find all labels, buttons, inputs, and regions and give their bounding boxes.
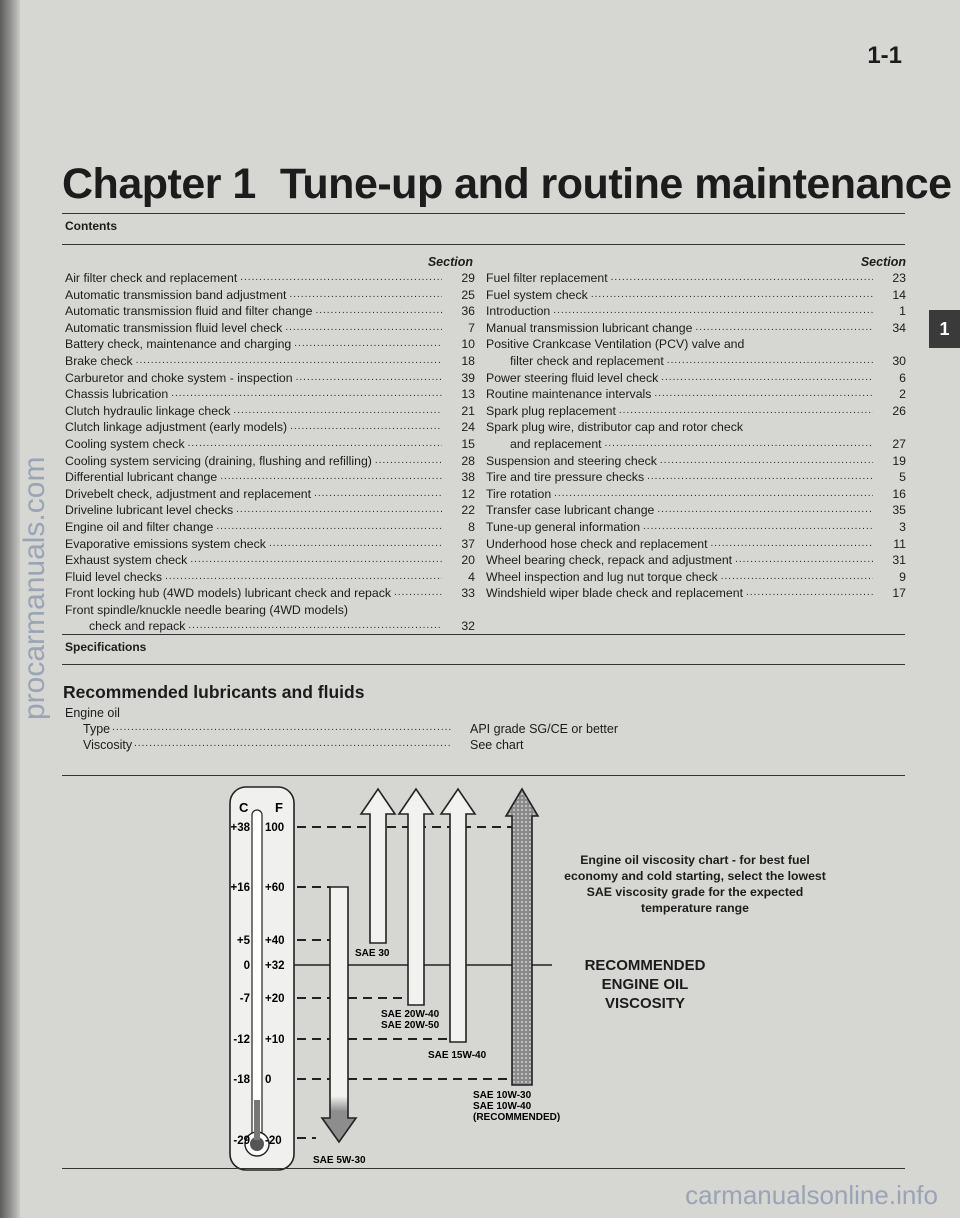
toc-entry-title: Automatic transmission fluid and filter change [65,304,313,319]
toc-entry-section: 9 [899,569,906,584]
sae30-bar [361,789,395,943]
toc-entry-section: 16 [892,486,906,501]
celsius-tick: -29 [233,1135,250,1147]
toc-entry-title: Driveline lubricant level checks [65,503,234,518]
recommended-line: ENGINE OIL [601,976,689,993]
celsius-tick: -12 [233,1034,250,1046]
toc-entry-title: and replacement [510,436,602,451]
toc-entry-title: Front spindle/knuckle needle bearing (4WD models) [65,602,348,617]
toc-entry-title: Front locking hub (4WD models) lubricant check and repack [65,586,392,601]
toc-entry-title: Evaporative emissions system check [65,536,266,551]
toc-entry-section: 28 [461,453,475,468]
recommended-line: VISCOSITY [604,995,686,1012]
toc-entry-title: Fuel system check [486,287,588,302]
sae10w-bar [506,789,538,1085]
fahrenheit-tick: +40 [265,935,285,947]
toc-entry-section: 23 [892,271,906,285]
toc-entry-section: 17 [892,586,906,601]
lubricants-heading: Recommended lubricants and fluids [63,682,365,702]
toc-entry-title: Drivebelt check, adjustment and replacement [65,486,312,501]
rule-bottom [62,1168,905,1169]
spec-value-viscosity: See chart [470,738,524,752]
toc-entry-title: Differential lubricant change [65,470,218,485]
toc-entry-section: 37 [461,536,475,551]
sae10w-label: (RECOMMENDED) [473,1112,561,1123]
toc-entry-section: 7 [468,320,475,335]
toc-entry-title: Positive Crankcase Ventilation (PCV) valve and [486,337,745,352]
toc-entry-section: 20 [461,553,475,568]
engine-oil-label: Engine oil [65,706,120,720]
chapter-name: Tune-up and routine maintenance [279,160,952,208]
toc-entry-section: 34 [892,320,906,335]
toc-entry-title: Introduction [486,304,551,319]
page-number: 1-1 [867,42,902,69]
toc-entry-section: 1 [899,304,906,319]
toc-entry-title: Cooling system check [65,436,185,451]
toc-entry-section: 5 [899,470,906,485]
section-header-right: Section [860,255,906,269]
toc-entry-section: 3 [899,519,906,534]
section-header-left: Section [427,255,473,269]
sae5w-bar [322,887,356,1142]
toc-entry-title: Battery check, maintenance and charging [65,337,292,352]
contents-heading: Contents [65,219,117,233]
sae20w-label: SAE 20W-40 [381,1009,440,1020]
celsius-tick: -18 [233,1074,250,1086]
celsius-label: C [239,800,249,815]
toc-entry-section: 2 [899,387,906,402]
celsius-tick: 0 [243,960,250,972]
toc-entry-title: Automatic transmission fluid level check [65,320,283,335]
toc-entry-title: check and repack [89,619,186,634]
toc-entry-section: 24 [461,420,475,435]
toc-entry-section: 6 [899,370,906,385]
toc-entry-section: 19 [892,453,906,468]
toc-entry-title: Fuel filter replacement [486,271,608,285]
sae10w-label: SAE 10W-40 [473,1101,532,1112]
toc-entry-title: filter check and replacement [510,353,664,368]
toc-entry-section: 39 [461,370,475,385]
specifications-heading: Specifications [65,640,147,654]
toc-entry-title: Cooling system servicing (draining, flushing and refilling) [65,453,372,468]
chapter-number: Chapter 1 [62,160,256,208]
sae5w-label: SAE 5W-30 [313,1155,366,1166]
toc-entry-title: Exhaust system check [65,553,188,568]
toc-entry-section: 10 [461,337,475,352]
thermometer-tube [252,810,262,1140]
toc-entry-title: Air filter check and replacement [65,271,238,285]
toc-entry-section: 15 [461,436,475,451]
fahrenheit-tick: +20 [265,993,285,1005]
recommended-viscosity-title [560,956,730,1013]
toc-entry-title: Suspension and steering check [486,453,657,468]
toc-entry-section: 4 [468,569,475,584]
toc-entry-title: Carburetor and choke system - inspection [65,370,293,385]
toc-entry-title: Chassis lubrication [65,387,169,402]
toc-entry-section: 32 [461,619,475,634]
toc-entry-section: 22 [461,503,475,518]
toc-entry-section: 33 [461,586,475,601]
toc-entry-section: 29 [461,271,475,285]
celsius-tick: +5 [236,935,250,947]
sae20w-bar [399,789,433,1005]
toc-entry-title: Manual transmission lubricant change [486,320,693,335]
toc-entry-section: 31 [892,553,906,568]
spec-label-type: Type [83,722,111,736]
toc-entry-section: 21 [461,403,475,418]
celsius-tick: -7 [239,993,250,1005]
spec-value-type: API grade SG/CE or better [470,722,618,736]
toc-entry-title: Spark plug replacement [486,403,616,418]
watermark-bottom: carmanualsonline.info [685,1180,938,1210]
toc-entry-section: 8 [468,519,475,534]
toc-entry-title: Engine oil and filter change [65,519,214,534]
toc-entry-section: 36 [461,304,475,319]
watermark-left-text: procarmanuals.com [18,456,51,720]
fahrenheit-tick: 100 [265,822,285,834]
sae10w-label: SAE 10W-30 [473,1090,532,1101]
fahrenheit-tick: 0 [265,1074,272,1086]
toc-entry-section: 14 [892,287,906,302]
toc-entry-title: Underhood hose check and replacement [486,536,708,551]
toc-entry-section: 35 [892,503,906,518]
sae30-label: SAE 30 [355,948,390,959]
toc-entry-title: Wheel bearing check, repack and adjustment [486,553,733,568]
sae20w-label: SAE 20W-50 [381,1020,440,1031]
toc-entry-section: 26 [892,403,906,418]
fahrenheit-tick: +60 [265,882,285,894]
toc-entry-section: 18 [461,353,475,368]
fahrenheit-tick: +10 [265,1034,285,1046]
toc-entry-title: Transfer case lubricant change [486,503,655,518]
thermometer-mercury [254,1100,260,1140]
toc-entry-title: Clutch linkage adjustment (early models) [65,420,288,435]
celsius-tick: +16 [230,882,250,894]
toc-entry-section: 30 [892,353,906,368]
toc-entry-title: Fluid level checks [65,569,163,584]
toc-entry-section: 25 [461,287,475,302]
spec-label-viscosity: Viscosity [83,738,133,752]
fahrenheit-tick: -20 [265,1135,282,1147]
toc-entry-section: 27 [892,436,906,451]
chapter-side-tab: 1 [929,310,960,348]
toc-entry-title: Wheel inspection and lug nut torque check [486,569,718,584]
toc-entry-title: Routine maintenance intervals [486,387,652,402]
toc-entry-section: 12 [461,486,475,501]
sae15w-label: SAE 15W-40 [428,1050,487,1061]
celsius-tick: +38 [230,822,250,834]
toc-entry-title: Power steering fluid level check [486,370,659,385]
toc-entry-title: Automatic transmission band adjustment [65,287,287,302]
toc-entry-title: Clutch hydraulic linkage check [65,403,231,418]
toc-entry-section: 11 [893,536,906,551]
toc-entry-title: Tune-up general information [486,519,641,534]
toc-entry-section: 13 [461,387,475,402]
toc-entry-title: Spark plug wire, distributor cap and rotor check [486,420,743,435]
fahrenheit-tick: +32 [265,960,285,972]
recommended-line: RECOMMENDED [584,957,706,974]
toc-entry-title: Tire rotation [486,486,552,501]
toc-entry-title: Windshield wiper blade check and replacement [486,586,744,601]
toc-entry-section: 38 [461,470,475,485]
fahrenheit-label: F [275,800,283,815]
viscosity-chart-caption: Engine oil viscosity chart - for best fuel economy and cold starting, select the lowest SAE viscosity grade for the expected temperature range [564,853,826,915]
toc-entry-title: Brake check [65,353,133,368]
toc-entry-title: Tire and tire pressure checks [486,470,645,485]
